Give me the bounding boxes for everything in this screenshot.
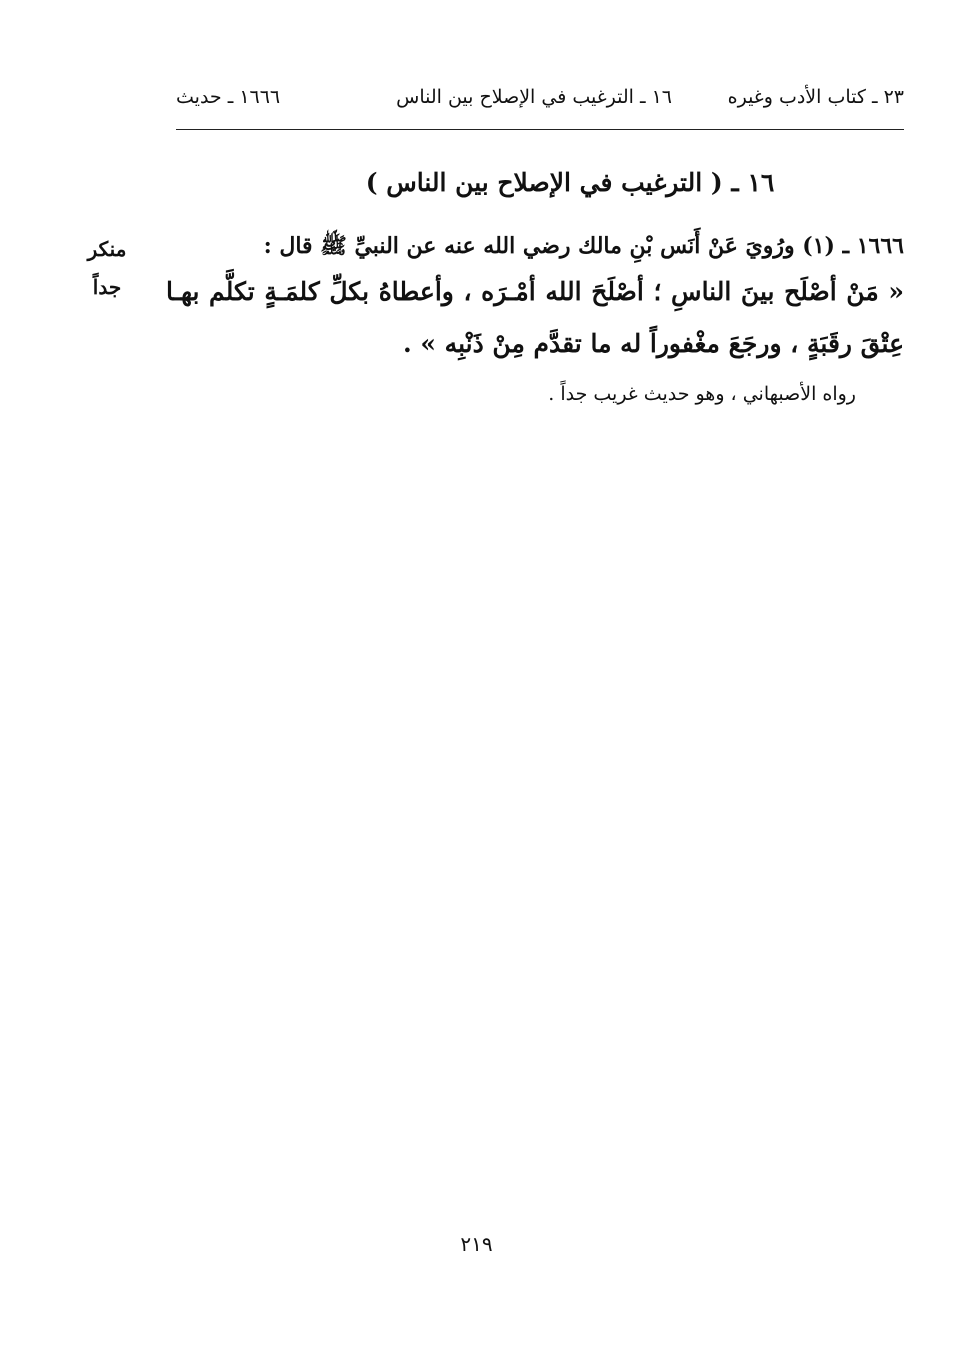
running-head (176, 86, 904, 116)
running-head-chapter: ١٦ ـ الترغيب في الإصلاح بين الناس (396, 86, 672, 108)
running-head-book: ٢٣ ـ كتاب الأدب وغيره (727, 86, 904, 108)
header-divider (176, 129, 904, 130)
grading-line-2: جداً (92, 275, 122, 299)
hadith-text: « مَنْ أصْلَح بينَ الناسِ ؛ أصْلَحَ الله أمْـرَه ، وأعطاهُ بكلِّ كلمَـةٍ تكلَّم بهـا عِتْقَ رقَبَةٍ ، ورجَعَ مغْفوراً له ما تقدَّم مِنْ ذَنْبِه » . (166, 277, 904, 358)
grading-margin-note (78, 230, 136, 306)
section-title: ١٦ ـ ( الترغيب في الإصلاح بين الناس ) (365, 168, 775, 197)
hadith-body (166, 226, 904, 412)
hadith-intro: ١٦٦٦ ـ (١) ورُويَ عَنْ أَنَس بْنِ مالك رضي الله عنه عن النبيِّ ﷺ قال : (263, 233, 904, 259)
grading-line-1: منكر (87, 237, 127, 261)
page-number: ٢١٩ (460, 1232, 493, 1256)
source-note: رواه الأصبهاني ، وهو حديث غريب جداً . (548, 383, 856, 405)
running-head-hadith-number: ١٦٦٦ ـ حديث (176, 86, 281, 108)
